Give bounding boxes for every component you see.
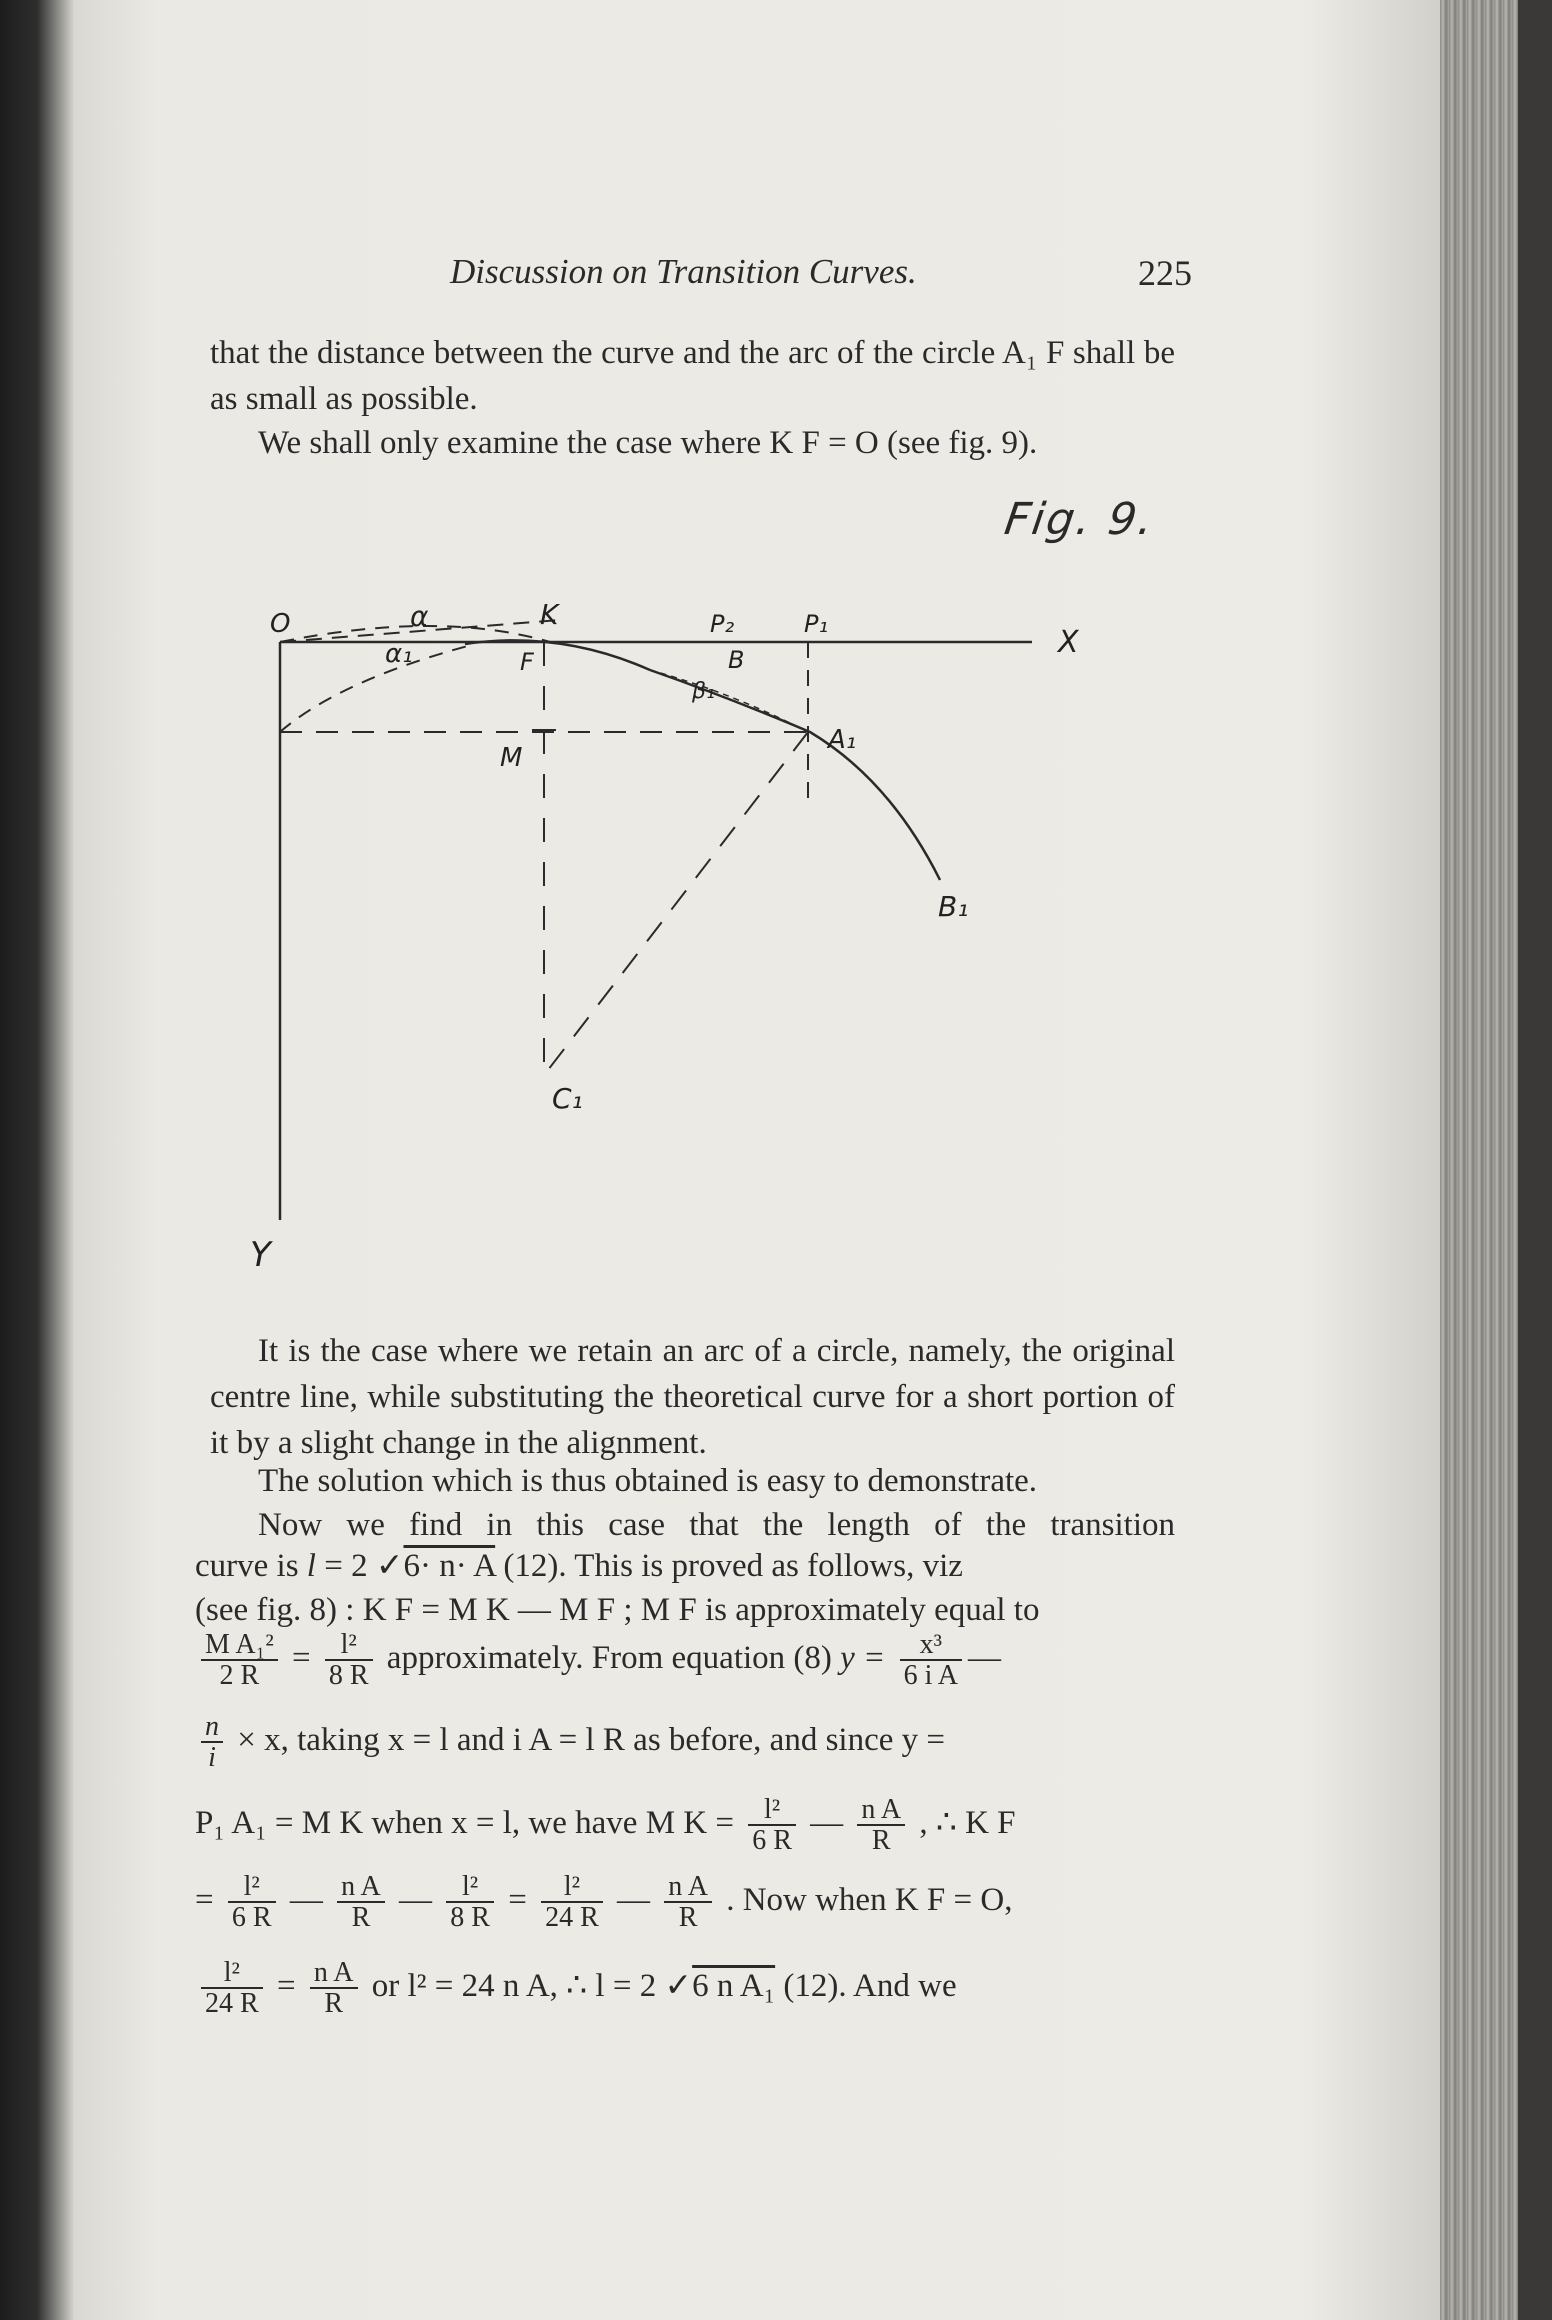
label-p2: P₂ xyxy=(710,610,735,638)
label-b1: B₁ xyxy=(938,890,969,923)
page-number: 225 xyxy=(1138,253,1192,293)
fraction xyxy=(857,1795,905,1856)
fraction xyxy=(201,1958,263,2019)
deriv-var-l: l xyxy=(306,1548,316,1584)
fraction-denominator: R xyxy=(678,1902,698,1934)
deriv-text: = xyxy=(291,1639,311,1676)
paragraph-now-we-find: Now we find in this case that the length of the transition xyxy=(258,1507,1175,1543)
deriv-text: × x, taking x = l and i A = l R as before, and since y = xyxy=(237,1721,945,1758)
paragraph-kf-case: We shall only examine the case where K F = O (see fig. 9). xyxy=(258,425,1038,461)
fraction xyxy=(446,1872,494,1933)
fraction-denominator: 8 R xyxy=(450,1902,490,1934)
fraction-numerator: n A xyxy=(664,1872,712,1903)
deriv-text: y = xyxy=(840,1639,886,1676)
deriv-text: — xyxy=(810,1804,844,1841)
fraction-numerator: l² xyxy=(228,1872,276,1903)
fraction-numerator: l² xyxy=(201,1958,263,1989)
fraction-numerator: l² xyxy=(446,1872,494,1903)
fraction-numerator: n A xyxy=(857,1795,905,1826)
derivation-line-2: (see fig. 8) : K F = M K — M F ; M F is approximately equal to xyxy=(195,1592,1040,1628)
fraction-numerator: l² xyxy=(748,1795,796,1826)
figure-caption: Fig. 9. xyxy=(1001,494,1159,545)
deriv-text: (12). This is proved as follows, viz xyxy=(495,1548,963,1584)
derivation-line-3 xyxy=(195,1630,1001,1691)
fraction-denominator: 6 R xyxy=(231,1902,272,1934)
deriv-radicand: 6 n A₁ xyxy=(692,1967,776,2004)
scan-right-shadow xyxy=(1518,0,1552,2320)
fraction-numerator: l² xyxy=(541,1872,603,1903)
deriv-text: P₁ A₁ = M K when x = l, we have M K = xyxy=(195,1804,734,1841)
arc-dashed-left xyxy=(280,644,475,732)
fraction-denominator: 6 i A xyxy=(903,1660,959,1692)
paragraph-intro: that the distance between the curve and the arc of the circle A₁ F shall be as small as possible. xyxy=(210,335,1175,417)
page-header xyxy=(0,252,1552,312)
paragraph-solution: The solution which is thus obtained is easy to demonstrate. xyxy=(258,1463,1038,1499)
fraction-denominator: i xyxy=(208,1742,216,1774)
deriv-text: = xyxy=(195,1881,214,1918)
fraction-denominator: R xyxy=(324,1988,343,2020)
transition-curve xyxy=(465,640,650,670)
deriv-text: — xyxy=(617,1881,650,1918)
fraction xyxy=(337,1872,385,1933)
deriv-text: . Now when K F = O, xyxy=(726,1881,1013,1918)
running-title: Discussion on Transition Curves. xyxy=(450,252,917,291)
label-p1: P₁ xyxy=(804,610,829,638)
deriv-text: approximately. From equation (8) xyxy=(386,1639,832,1676)
label-o: O xyxy=(270,609,291,639)
fraction-denominator: 2 R xyxy=(219,1660,260,1692)
deriv-text: = xyxy=(508,1881,527,1918)
fraction-numerator: n A xyxy=(337,1872,385,1903)
fraction-numerator: l² xyxy=(325,1630,373,1661)
fraction xyxy=(664,1872,712,1933)
deriv-text: curve is xyxy=(195,1548,307,1584)
fraction xyxy=(201,1630,278,1691)
fraction xyxy=(748,1795,796,1856)
fraction-denominator: 24 R xyxy=(545,1902,599,1934)
deriv-text: , ∴ K F xyxy=(919,1804,1016,1841)
derivation-line-5 xyxy=(195,1795,1016,1856)
fraction xyxy=(228,1872,276,1933)
paragraph-arc-case: It is the case where we retain an arc of a circle, namely, the original centre line, while substituting the theoretical curve for a short portion of it by a slight change in the alignment. xyxy=(210,1333,1175,1461)
label-x: X xyxy=(1058,625,1079,660)
fraction xyxy=(900,1630,962,1691)
fraction-denominator: 8 R xyxy=(328,1660,369,1692)
label-k: K xyxy=(540,598,559,631)
figure-9-diagram xyxy=(230,580,1130,1280)
derivation-line-1 xyxy=(195,1545,963,1585)
fraction xyxy=(325,1630,373,1691)
label-alpha1: α₁ xyxy=(385,639,413,669)
derivation-line-4 xyxy=(195,1712,945,1773)
deriv-text: — xyxy=(399,1881,432,1918)
a1-c1-dashed-line xyxy=(548,732,808,1070)
label-alpha: α xyxy=(410,600,429,633)
fraction-numerator: x³ xyxy=(900,1630,962,1661)
fraction-numerator: M A₁² xyxy=(201,1630,278,1661)
fraction-denominator: R xyxy=(351,1902,371,1934)
fraction xyxy=(201,1712,223,1773)
label-b: B xyxy=(728,646,745,674)
deriv-text: = xyxy=(276,1967,296,2004)
deriv-radicand: 6· n· A xyxy=(403,1548,496,1584)
fraction xyxy=(310,1958,358,2019)
fraction-denominator: 6 R xyxy=(752,1825,792,1857)
label-f: F xyxy=(520,648,534,676)
fraction-numerator: n xyxy=(201,1712,223,1743)
deriv-text: — xyxy=(968,1639,1002,1676)
fraction-denominator: 24 R xyxy=(205,1988,259,2020)
fraction xyxy=(541,1872,603,1933)
deriv-text: or l² = 24 n A, ∴ l = 2 ✓ xyxy=(371,1967,693,2004)
derivation-line-7 xyxy=(195,1958,957,2019)
fraction-denominator: R xyxy=(871,1825,891,1857)
deriv-text: — xyxy=(289,1881,323,1918)
scan-left-edge xyxy=(0,0,74,2320)
label-c1: C₁ xyxy=(552,1082,583,1115)
deriv-text: = 2 ✓ xyxy=(315,1548,404,1584)
label-a1: A₁ xyxy=(828,725,857,755)
deriv-text: (12). And we xyxy=(775,1967,957,2004)
fraction-numerator: n A xyxy=(310,1958,358,1989)
label-m: M xyxy=(500,743,523,773)
label-y: Y xyxy=(250,1235,271,1275)
label-b1-small: β₁ xyxy=(692,679,715,704)
derivation-line-6 xyxy=(195,1872,1012,1933)
